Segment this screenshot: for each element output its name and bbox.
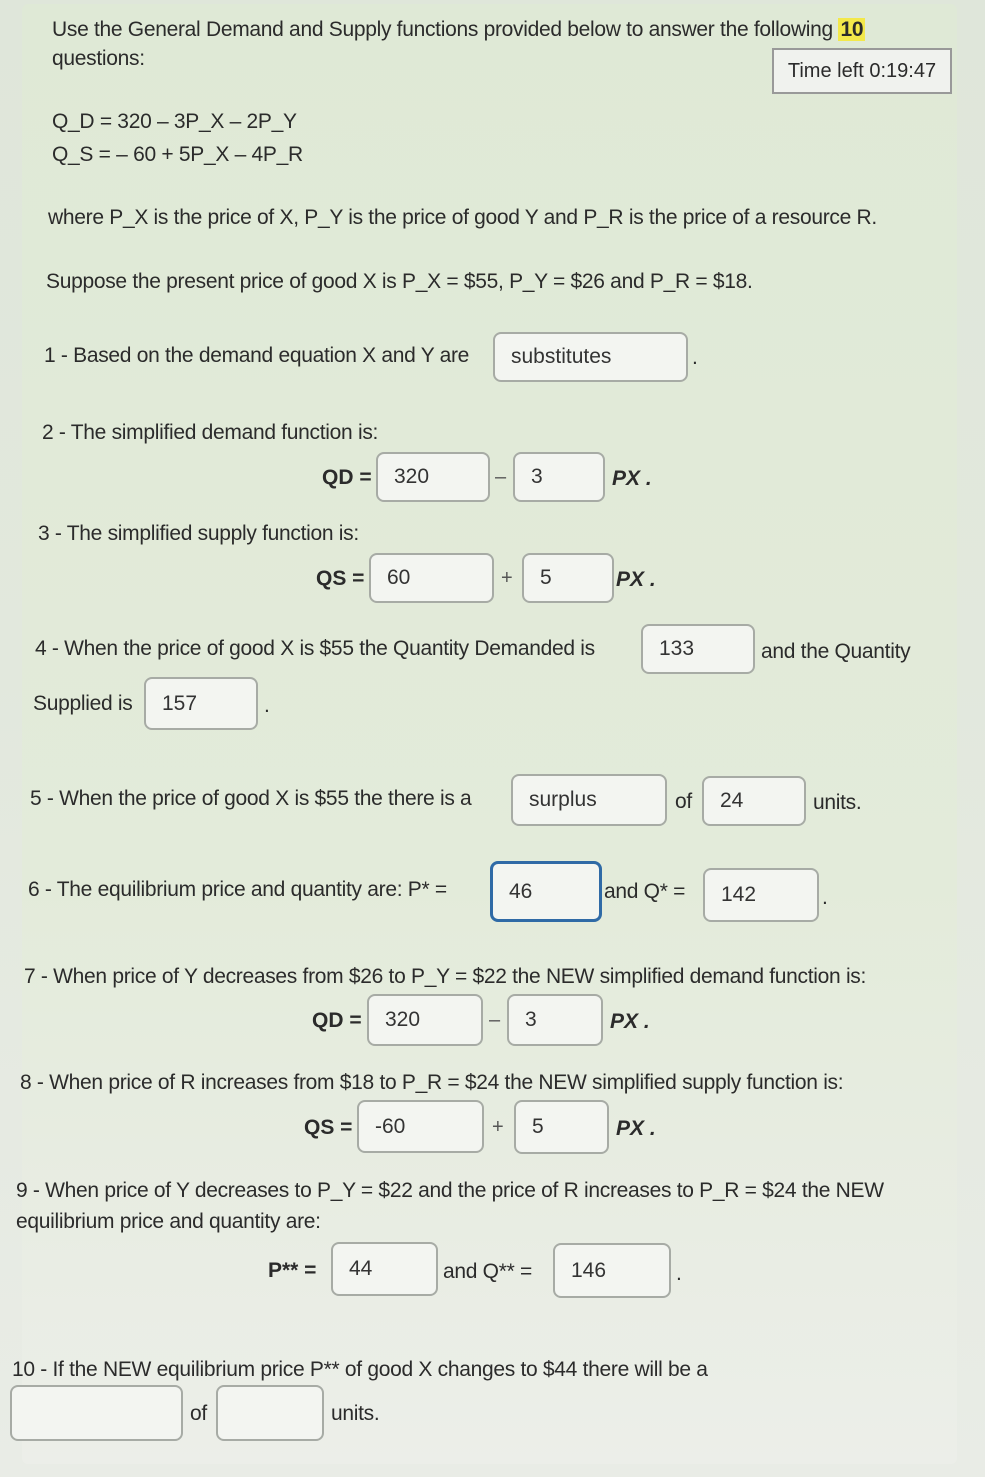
q7-lhs: QD =: [312, 1009, 362, 1032]
q2-label: 2 - The simplified demand function is:: [42, 421, 379, 444]
intro-text: Use the General Demand and Supply functions provided below to answer the following 10: [52, 18, 864, 41]
q4-qs-input[interactable]: 157: [144, 677, 258, 730]
q3-operator: +: [501, 567, 513, 589]
q5-type-input[interactable]: surplus: [511, 774, 667, 826]
q6-and: and Q* =: [604, 880, 686, 903]
q3-label: 3 - The simplified supply function is:: [38, 522, 359, 545]
q7-var: PX .: [610, 1010, 650, 1033]
prices-text: Suppose the present price of good X is P_X = $55, P_Y = $26 and P_R = $18.: [46, 270, 753, 293]
q7-slope-input[interactable]: 3: [507, 994, 603, 1046]
q9-price-input[interactable]: 44: [331, 1242, 438, 1296]
q2-lhs: QD =: [322, 466, 372, 489]
q6-price-input[interactable]: 46: [490, 861, 602, 922]
q1-answer-input[interactable]: substitutes: [493, 332, 688, 382]
q7-operator: –: [489, 1009, 501, 1031]
q4-label-c: Supplied is: [33, 692, 133, 715]
q6-period: .: [822, 886, 828, 909]
q2-var: PX .: [612, 467, 652, 490]
q3-slope-input[interactable]: 5: [522, 553, 614, 603]
q4-label-b: and the Quantity: [761, 640, 911, 663]
q2-slope-input[interactable]: 3: [513, 452, 605, 502]
definitions-text: where P_X is the price of X, P_Y is the price of good Y and P_R is the price of a resource R.: [48, 206, 877, 229]
timer: Time left 0:19:47: [772, 48, 952, 94]
q2-operator: –: [495, 466, 507, 488]
q8-intercept-input[interactable]: -60: [357, 1100, 484, 1153]
q10-of: of: [190, 1402, 207, 1425]
q4-label-a: 4 - When the price of good X is $55 the Quantity Demanded is: [35, 637, 595, 660]
q9-and: and Q** =: [443, 1260, 532, 1283]
q6-qty-input[interactable]: 142: [703, 868, 819, 922]
demand-function: Q_D = 320 – 3P_X – 2P_Y: [52, 110, 297, 133]
q5-label: 5 - When the price of good X is $55 the there is a: [30, 787, 472, 810]
q9-qty-input[interactable]: 146: [553, 1243, 671, 1298]
q2-intercept-input[interactable]: 320: [376, 452, 490, 502]
q6-label: 6 - The equilibrium price and quantity are: P* =: [28, 878, 447, 901]
q9-p-label: P** =: [268, 1259, 317, 1282]
q10-label: 10 - If the NEW equilibrium price P** of good X changes to $44 there will be a: [12, 1358, 708, 1381]
q10-type-input[interactable]: [10, 1385, 183, 1441]
q8-slope-input[interactable]: 5: [514, 1100, 609, 1154]
intro-tail: questions:: [52, 47, 145, 70]
q10-units: units.: [331, 1402, 380, 1425]
q8-lhs: QS =: [304, 1116, 353, 1139]
q3-var: PX .: [616, 568, 656, 591]
q4-period: .: [264, 694, 270, 717]
q10-amount-input[interactable]: [216, 1385, 324, 1441]
q8-label: 8 - When price of R increases from $18 to P_R = $24 the NEW simplified supply function is:: [20, 1071, 844, 1094]
q7-label: 7 - When price of Y decreases from $26 to P_Y = $22 the NEW simplified demand function is:: [24, 965, 867, 988]
q5-units: units.: [813, 791, 862, 814]
q1-period: .: [692, 346, 698, 369]
q1-label: 1 - Based on the demand equation X and Y are: [44, 344, 470, 367]
q4-qd-input[interactable]: 133: [641, 624, 755, 674]
q7-intercept-input[interactable]: 320: [367, 994, 483, 1046]
q8-var: PX .: [616, 1117, 656, 1140]
q9-label-a: 9 - When price of Y decreases to P_Y = $22 and the price of R increases to P_R = $24 the NEW: [16, 1179, 884, 1202]
q3-intercept-input[interactable]: 60: [369, 553, 494, 603]
supply-function: Q_S = – 60 + 5P_X – 4P_R: [52, 143, 303, 166]
q9-period: .: [676, 1262, 682, 1285]
q5-amount-input[interactable]: 24: [702, 776, 806, 826]
q5-of: of: [675, 790, 692, 813]
q3-lhs: QS =: [316, 567, 365, 590]
q9-label-b: equilibrium price and quantity are:: [16, 1210, 321, 1233]
question-count: 10: [840, 18, 864, 41]
q8-operator: +: [492, 1116, 504, 1138]
